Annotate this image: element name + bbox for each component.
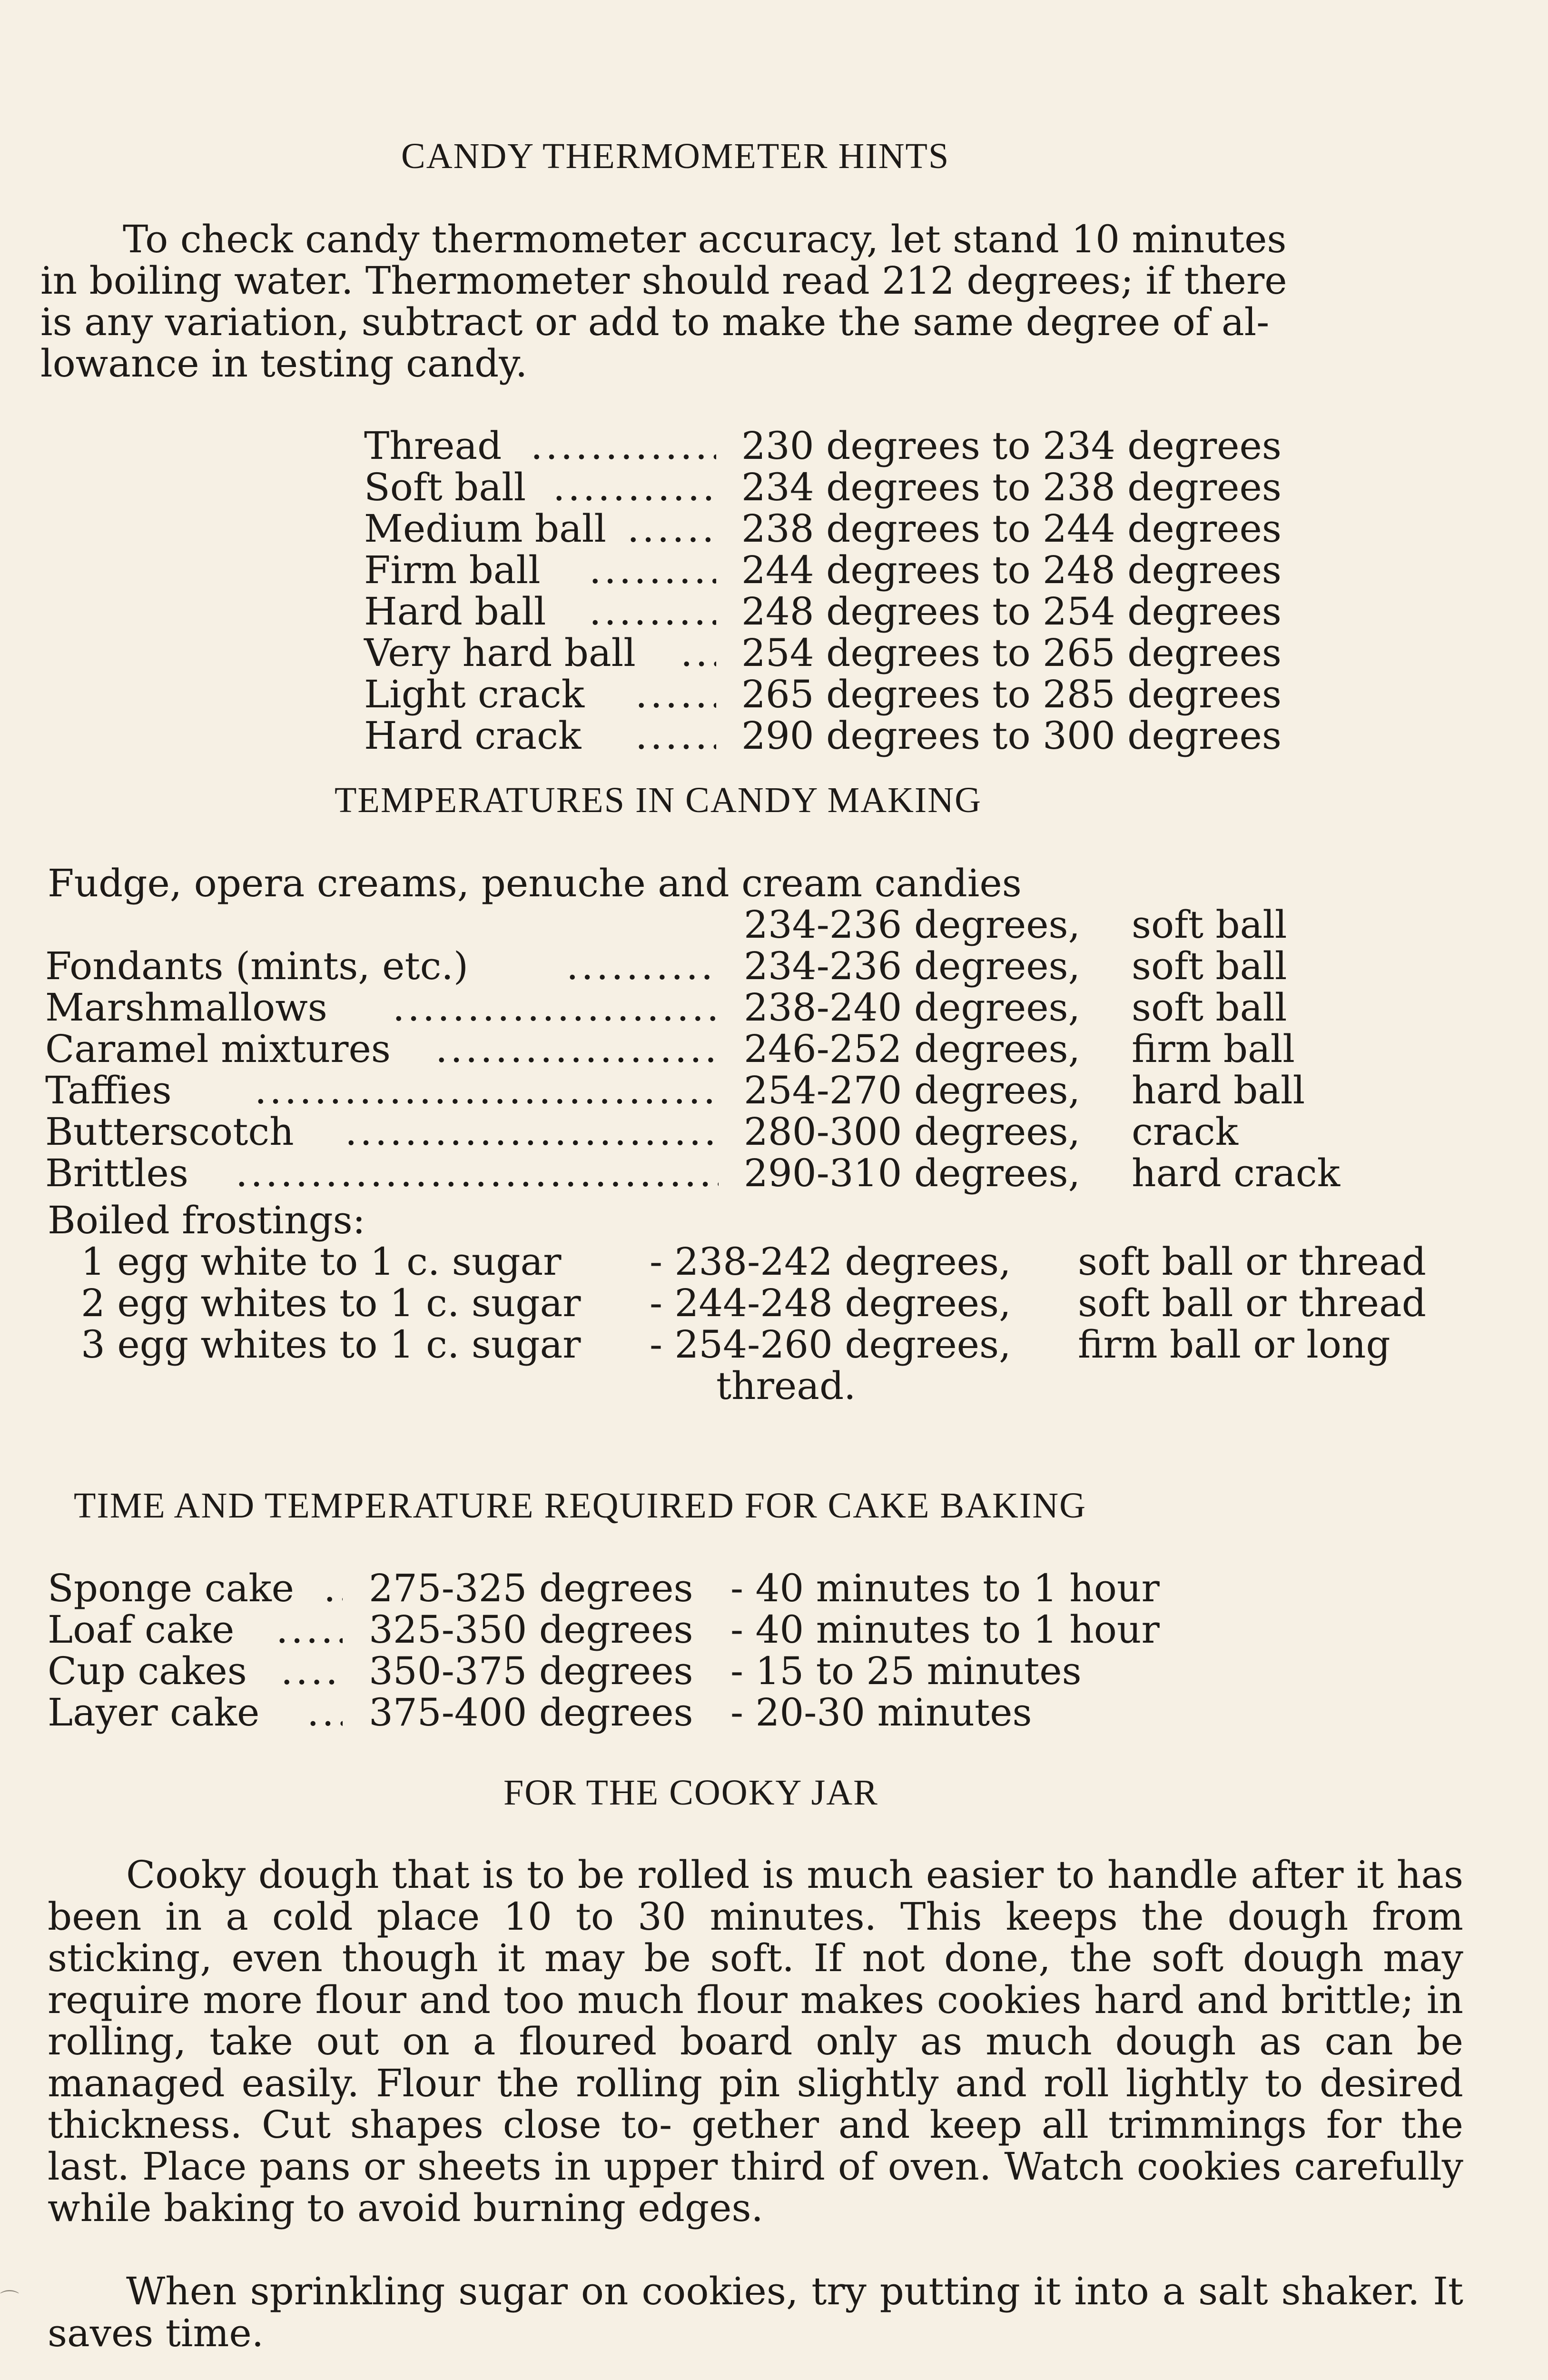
stage-name: Very hard ball — [364, 631, 636, 675]
cake-name: Loaf cake — [48, 1607, 235, 1652]
candy-range: 254-270 degrees, — [744, 1068, 1081, 1112]
frosting-range: - 244-248 degrees, — [650, 1281, 1011, 1325]
candy-stage: soft ball — [1132, 985, 1287, 1030]
candy-stage: soft ball — [1132, 944, 1287, 988]
leader-dots — [531, 425, 716, 467]
candy-name: Caramel mixtures — [45, 1027, 391, 1071]
leader-dots — [236, 1152, 719, 1194]
cake-name: Layer cake — [48, 1690, 260, 1735]
candy-stage: hard crack — [1132, 1151, 1341, 1195]
frosting-range: - 254-260 degrees, — [650, 1322, 1011, 1367]
leader-dots — [680, 632, 716, 674]
stage-range: 244 degrees to 248 degrees — [741, 548, 1282, 592]
cake-name: Cup cakes — [48, 1649, 247, 1693]
candy-first-line: Fudge, opera creams, penuche and cream candies — [48, 861, 1022, 905]
frosting-stage: soft ball or thread — [1078, 1240, 1426, 1284]
stage-name: Hard ball — [364, 589, 546, 634]
cake-time: - 20-30 minutes — [730, 1690, 1032, 1735]
candy-range: 234-236 degrees, — [744, 902, 1081, 947]
cake-time: - 15 to 25 minutes — [730, 1649, 1082, 1693]
candy-range: 280-300 degrees, — [744, 1110, 1081, 1154]
frosting-stage: soft ball or thread — [1078, 1281, 1426, 1325]
leader-dots — [324, 1567, 343, 1609]
stage-name: Firm ball — [364, 548, 541, 592]
leader-dots — [589, 549, 716, 591]
candy-name: Butterscotch — [45, 1110, 294, 1154]
frosting-name: 2 egg whites to 1 c. sugar — [81, 1281, 581, 1325]
candy-making-heading: TEMPERATURES IN CANDY MAKING — [335, 780, 982, 820]
leader-dots — [255, 1070, 719, 1111]
stage-range: 290 degrees to 300 degrees — [741, 714, 1282, 758]
cake-temperature: 375-400 degrees — [369, 1690, 693, 1735]
cake-baking-heading: TIME AND TEMPERATURE REQUIRED FOR CAKE BAKING — [74, 1486, 1086, 1526]
stage-name: Thread — [364, 424, 502, 468]
salt-shaker-paragraph: When sprinkling sugar on cookies, try putting it into a salt shaker. It saves time. — [48, 2269, 1463, 2355]
leader-dots — [345, 1111, 719, 1153]
candy-range: 234-236 degrees, — [744, 944, 1081, 988]
cake-time: - 40 minutes to 1 hour — [730, 1607, 1160, 1652]
intro-line: is any variation, subtract or add to make the same degree of al- — [40, 300, 1270, 344]
frosting-continuation: thread. — [716, 1364, 856, 1408]
candy-range: 246-252 degrees, — [744, 1027, 1081, 1071]
frostings-label: Boiled frostings: — [48, 1198, 365, 1242]
leader-dots — [435, 1028, 719, 1070]
stage-range: 254 degrees to 265 degrees — [741, 631, 1282, 675]
candy-range: 290-310 degrees, — [744, 1151, 1081, 1195]
stage-range: 248 degrees to 254 degrees — [741, 589, 1282, 634]
stage-range: 234 degrees to 238 degrees — [741, 465, 1282, 509]
leader-dots — [627, 508, 716, 550]
candy-name: Taffies — [45, 1068, 172, 1112]
frosting-name: 3 egg whites to 1 c. sugar — [81, 1322, 581, 1367]
cooky-paragraph: Cooky dough that is to be rolled is much easier to handle after it has been in a cold place 10 to 30 minutes. This keeps the dough from sticking, even though it may be soft. If not done, the soft dough may require more flour and too much flour makes cookies hard and brittle; in rolling, take out on a floured board only as much dough as can be managed easily. Flour the rolling pin slightly and roll lightly to desired thickness. Cut shapes close to- gether and keep all trimmings for the last. Place pans or sheets in upper third of oven. Watch cookies carefully while baking to avoid burning edges. — [48, 1853, 1463, 2230]
leader-dots — [589, 591, 716, 633]
candy-range: 238-240 degrees, — [744, 985, 1081, 1030]
leader-dots — [281, 1650, 343, 1692]
leader-dots — [307, 1692, 343, 1734]
leader-dots — [635, 715, 716, 757]
stage-range: 265 degrees to 285 degrees — [741, 672, 1282, 716]
candy-stage: firm ball — [1132, 1027, 1295, 1071]
stage-name: Light crack — [364, 672, 585, 716]
candy-thermometer-heading: CANDY THERMOMETER HINTS — [401, 136, 950, 176]
leader-dots — [635, 674, 716, 715]
frosting-stage: firm ball or long — [1078, 1322, 1390, 1367]
cake-temperature: 350-375 degrees — [369, 1649, 693, 1693]
candy-name: Brittles — [45, 1151, 188, 1195]
candy-name: Fondants (mints, etc.) — [45, 944, 469, 988]
leader-dots — [393, 987, 719, 1029]
stage-name: Hard crack — [364, 714, 582, 758]
margin-mark: ⌒ — [0, 2289, 19, 2311]
candy-stage: crack — [1132, 1110, 1239, 1154]
cake-name: Sponge cake — [48, 1566, 295, 1610]
candy-name: Marshmallows — [45, 985, 327, 1030]
stage-name: Medium ball — [364, 506, 606, 551]
intro-line: in boiling water. Thermometer should read 212 degrees; if there — [40, 258, 1287, 303]
candy-stage: hard ball — [1132, 1068, 1305, 1112]
frosting-range: - 238-242 degrees, — [650, 1240, 1011, 1284]
stage-range: 238 degrees to 244 degrees — [741, 506, 1282, 551]
intro-line: lowance in testing candy. — [40, 341, 528, 386]
leader-dots — [553, 466, 716, 508]
candy-stage: soft ball — [1132, 902, 1287, 947]
leader-dots — [276, 1609, 343, 1651]
stage-name: Soft ball — [364, 465, 526, 509]
intro-line: To check candy thermometer accuracy, let stand 10 minutes — [123, 217, 1287, 261]
cake-temperature: 325-350 degrees — [369, 1607, 693, 1652]
leader-dots — [566, 945, 719, 987]
cake-time: - 40 minutes to 1 hour — [730, 1566, 1160, 1610]
cooky-jar-heading: FOR THE COOKY JAR — [503, 1773, 878, 1813]
frosting-name: 1 egg white to 1 c. sugar — [81, 1240, 562, 1284]
stage-range: 230 degrees to 234 degrees — [741, 424, 1282, 468]
cake-temperature: 275-325 degrees — [369, 1566, 693, 1610]
